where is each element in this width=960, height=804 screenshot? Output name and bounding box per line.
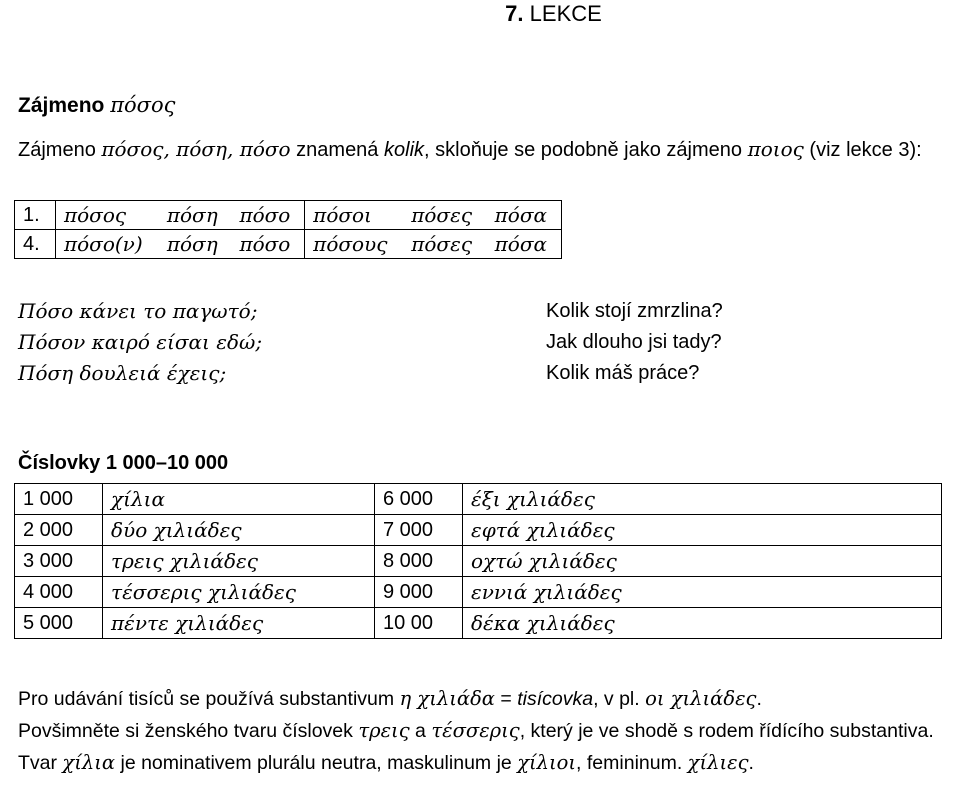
- numeral-greek: τέσσερις χιλιάδες: [103, 577, 375, 608]
- numerals-table: [14, 483, 942, 639]
- numeral-value: 7 000: [375, 515, 463, 546]
- table-row: [15, 546, 942, 577]
- intro-text: (viz lekce 3):: [809, 139, 922, 161]
- note-greek: χίλιοι: [517, 751, 577, 774]
- numeral-greek: τρεις χιλιάδες: [103, 546, 375, 577]
- note-paragraph: [18, 715, 953, 779]
- note-text: , v pl.: [593, 688, 640, 710]
- numeral-value: 2 000: [15, 515, 103, 546]
- note-greek: τέσσερις: [431, 719, 520, 742]
- note-text: , který je ve shodě s rodem řídícího substantiva. Tvar: [18, 720, 934, 774]
- intro-kolik: kolik: [384, 139, 425, 161]
- heading-greek-word: πόσος: [110, 93, 176, 117]
- numeral-value: 8 000: [375, 546, 463, 577]
- examples-greek: [18, 296, 262, 389]
- example-sentence-czech: Kolik máš práce?: [546, 362, 700, 384]
- examples-czech: [546, 296, 723, 389]
- intro-paragraph: [18, 133, 948, 166]
- note-text: .: [756, 688, 762, 710]
- intro-text: znamená: [296, 139, 379, 161]
- note-text: Povšimněte si ženského tvaru číslovek: [18, 720, 353, 742]
- note-greek: οι χιλιάδες: [645, 687, 757, 710]
- note-greek: χίλια: [62, 751, 116, 774]
- note-text: je nominativem plurálu neutra, maskulinum je: [120, 752, 512, 774]
- numeral-greek: εννιά χιλιάδες: [463, 577, 942, 608]
- case-number: 4.: [15, 230, 56, 259]
- section-heading-pronoun: [18, 93, 175, 118]
- table-cell: πόσο(ν): [56, 230, 159, 259]
- table-row: [15, 608, 942, 639]
- note-paragraph: [18, 683, 953, 715]
- numeral-greek: οχτώ χιλιάδες: [463, 546, 942, 577]
- table-row: [15, 484, 942, 515]
- lesson-number: 7.: [505, 1, 524, 26]
- table-cell: πόσες: [403, 201, 486, 230]
- intro-greek-poios: ποιος: [747, 137, 804, 161]
- note-text: =: [500, 688, 512, 710]
- numeral-greek: εφτά χιλιάδες: [463, 515, 942, 546]
- numeral-greek: χίλια: [103, 484, 375, 515]
- table-row: [15, 230, 562, 259]
- notes-section: [18, 683, 953, 779]
- numeral-greek: δύο χιλιάδες: [103, 515, 375, 546]
- table-cell: πόσοι: [305, 201, 404, 230]
- numeral-value: 5 000: [15, 608, 103, 639]
- note-text: , femininum.: [576, 752, 683, 774]
- table-row: [15, 515, 942, 546]
- numeral-value: 10 00: [375, 608, 463, 639]
- section-heading-numerals: Číslovky 1 000–10 000: [18, 452, 229, 474]
- note-italic: tisícovka: [517, 688, 594, 710]
- table-cell: πόσους: [305, 230, 404, 259]
- case-number: 1.: [15, 201, 56, 230]
- lesson-word: LEKCE: [529, 1, 602, 26]
- example-sentence-greek: Πόσον καιρό είσαι εδώ;: [18, 330, 263, 354]
- table-cell: πόση: [159, 201, 232, 230]
- numeral-greek: δέκα χιλιάδες: [463, 608, 942, 639]
- numeral-greek: έξι χιλιάδες: [463, 484, 942, 515]
- table-cell: πόσες: [403, 230, 486, 259]
- note-text: Pro udávání tisíců se používá substantivum: [18, 688, 395, 710]
- intro-text: Zájmeno: [18, 139, 96, 161]
- table-row: [15, 201, 562, 230]
- intro-greek-forms: πόσος, πόση, πόσο: [101, 137, 291, 161]
- note-greek: τρεις: [358, 719, 410, 742]
- table-cell: πόση: [159, 230, 232, 259]
- declension-table: [14, 200, 562, 259]
- note-greek: η χιλιάδα: [399, 687, 495, 710]
- table-cell: πόσο: [231, 230, 304, 259]
- example-sentence-greek: Πόση δουλειά έχεις;: [18, 361, 227, 385]
- note-text: a: [415, 720, 426, 742]
- numeral-value: 9 000: [375, 577, 463, 608]
- table-cell: πόσο: [231, 201, 304, 230]
- example-sentence-czech: Kolik stojí zmrzlina?: [546, 300, 723, 322]
- example-sentence-czech: Jak dlouho jsi tady?: [546, 331, 722, 353]
- numeral-value: 3 000: [15, 546, 103, 577]
- table-cell: πόσα: [487, 230, 562, 259]
- example-sentence-greek: Πόσο κάνει το παγωτό;: [18, 299, 258, 323]
- numeral-value: 6 000: [375, 484, 463, 515]
- numeral-value: 1 000: [15, 484, 103, 515]
- note-text: .: [748, 752, 754, 774]
- numeral-greek: πέντε χιλιάδες: [103, 608, 375, 639]
- intro-text: , skloňuje se podobně jako zájmeno: [424, 139, 743, 161]
- table-cell: πόσος: [56, 201, 159, 230]
- page-header: [0, 0, 960, 28]
- numeral-value: 4 000: [15, 577, 103, 608]
- note-greek: χίλιες: [687, 751, 749, 774]
- table-row: [15, 577, 942, 608]
- table-cell: πόσα: [487, 201, 562, 230]
- heading-text: Zájmeno: [18, 94, 105, 117]
